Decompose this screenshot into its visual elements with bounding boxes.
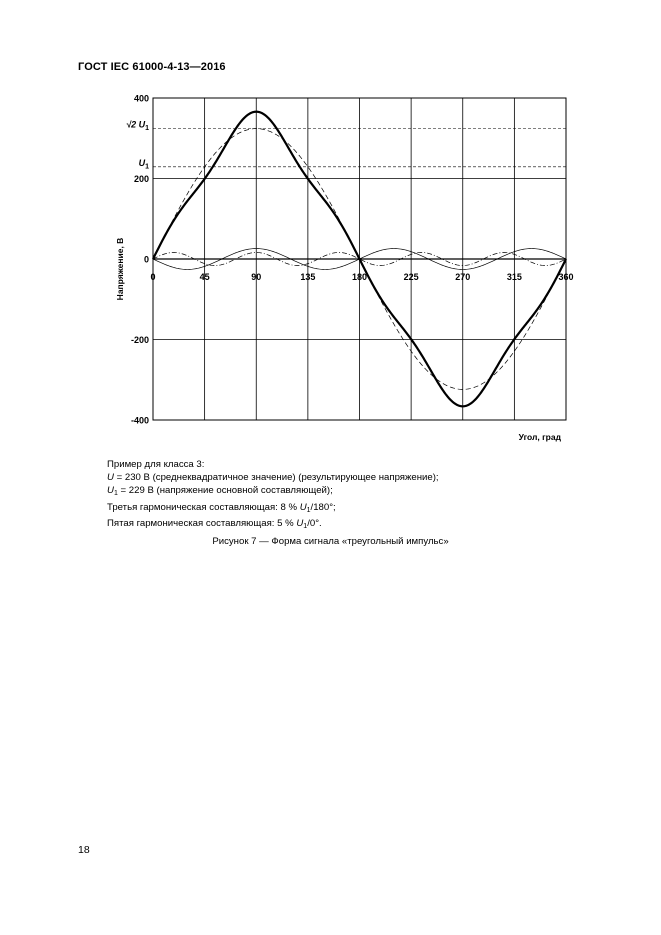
x-tick-label: 0 (150, 272, 156, 282)
x-tick-label: 360 (558, 272, 574, 282)
note-line-4: Третья гармоническая составляющая: 8 % $U_1/180^\circ$; (107, 501, 336, 514)
y-tick-label: 200 (133, 174, 149, 184)
note-line-2: U = 230 В (среднеквадратичное значение) (результирующее напряжение); (107, 472, 439, 484)
x-tick-label: 315 (506, 272, 522, 282)
x-tick-label: 270 (455, 272, 471, 282)
x-tick-label: 45 (199, 272, 210, 282)
y-tick-label: -200 (130, 335, 149, 345)
note-line-3: $U_1 = 229$ В (напряжение основной составляющей); (107, 485, 333, 498)
x-tick-label: 225 (403, 272, 419, 282)
x-tick-label: 180 (351, 272, 368, 282)
x-tick-label: 90 (251, 272, 262, 282)
marker-label: $U_1$ (138, 157, 149, 171)
example-notes (107, 458, 439, 533)
y-tick-label: 400 (133, 93, 149, 104)
y-tick-label: -400 (130, 415, 149, 426)
marker-label: √2 $U_1$ (126, 119, 149, 133)
figure-caption: Рисунок 7 — Форма сигнала «треугольный импульс» (212, 536, 449, 547)
chart-svg (0, 0, 661, 460)
document-header: ГОСТ IEC 61000-4-13—2016 (78, 61, 226, 73)
x-axis-label: Угол, град (518, 432, 561, 442)
x-tick-label: 135 (300, 272, 316, 282)
waveform-chart (0, 0, 661, 460)
page-number: 18 (78, 844, 90, 856)
note-line-5: Пятая гармоническая составляющая: 5 % $U_1/0^\circ$. (107, 517, 322, 530)
y-axis-label: Напряжение, В (115, 237, 125, 301)
y-tick-label: 0 (143, 254, 149, 265)
note-line-1: Пример для класса 3: (107, 459, 205, 470)
